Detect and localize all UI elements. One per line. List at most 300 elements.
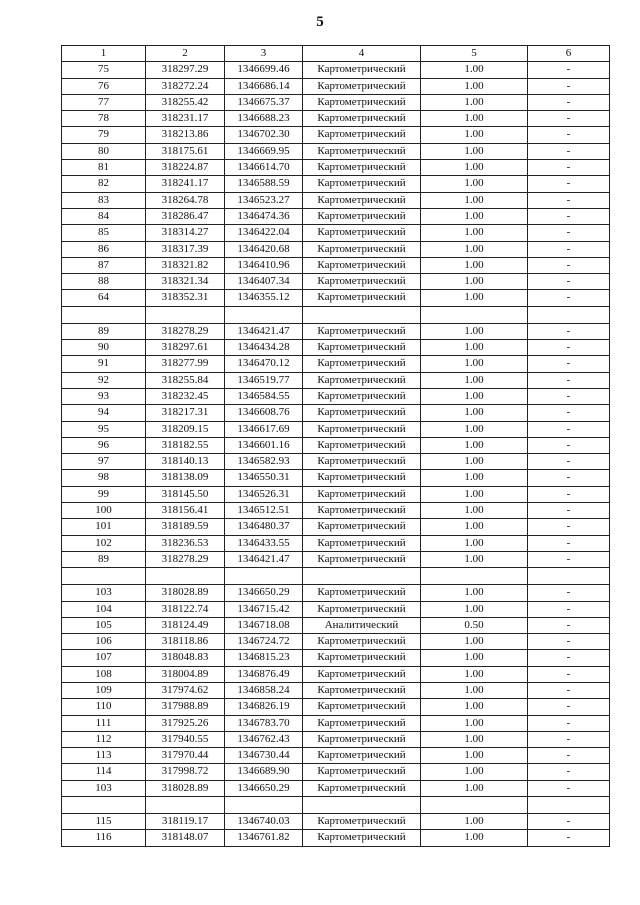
- x-coordinate-cell: 318255.42: [146, 94, 225, 110]
- table-row: [62, 323, 610, 339]
- note-cell: -: [528, 323, 610, 339]
- x-coordinate-cell: 318236.53: [146, 535, 225, 551]
- point-number-cell: 109: [62, 682, 146, 698]
- y-coordinate-cell: 1346650.29: [225, 585, 303, 601]
- x-coordinate-cell: 318277.99: [146, 356, 225, 372]
- x-coordinate-cell: 318124.49: [146, 617, 225, 633]
- y-coordinate-cell: 1346675.37: [225, 94, 303, 110]
- table-row: [62, 814, 610, 830]
- note-cell: -: [528, 666, 610, 682]
- table-row: [62, 241, 610, 257]
- accuracy-cell: 1.00: [421, 323, 528, 339]
- table-row: [62, 356, 610, 372]
- method-cell: Картометрический: [303, 454, 421, 470]
- point-number-cell: 85: [62, 225, 146, 241]
- note-cell: -: [528, 94, 610, 110]
- y-coordinate-cell: 1346608.76: [225, 405, 303, 421]
- method-cell: Картометрический: [303, 176, 421, 192]
- method-cell: Картометрический: [303, 94, 421, 110]
- x-coordinate-cell: 318272.24: [146, 78, 225, 94]
- method-cell: Картометрический: [303, 814, 421, 830]
- accuracy-cell: 1.00: [421, 780, 528, 796]
- note-cell: -: [528, 274, 610, 290]
- method-cell: Картометрический: [303, 666, 421, 682]
- table-row: [62, 437, 610, 453]
- x-coordinate-cell: 318352.31: [146, 290, 225, 306]
- accuracy-cell: 1.00: [421, 225, 528, 241]
- x-coordinate-cell: 318148.07: [146, 830, 225, 846]
- accuracy-cell: 1.00: [421, 731, 528, 747]
- y-coordinate-cell: 1346614.70: [225, 160, 303, 176]
- point-number-cell: 99: [62, 486, 146, 502]
- note-cell: -: [528, 225, 610, 241]
- table-row: [62, 650, 610, 666]
- y-coordinate-cell: 1346523.27: [225, 192, 303, 208]
- y-coordinate-cell: 1346761.82: [225, 830, 303, 846]
- point-number-cell: 94: [62, 405, 146, 421]
- y-coordinate-cell: 1346470.12: [225, 356, 303, 372]
- method-cell: Картометрический: [303, 241, 421, 257]
- accuracy-cell: 1.00: [421, 650, 528, 666]
- note-cell: -: [528, 682, 610, 698]
- note-cell: -: [528, 290, 610, 306]
- page-number: 5: [316, 14, 324, 30]
- empty-cell: [303, 797, 421, 814]
- point-number-cell: 81: [62, 160, 146, 176]
- y-coordinate-cell: 1346582.93: [225, 454, 303, 470]
- empty-cell: [421, 568, 528, 585]
- y-coordinate-cell: 1346355.12: [225, 290, 303, 306]
- x-coordinate-cell: 318048.83: [146, 650, 225, 666]
- table-row: [62, 486, 610, 502]
- x-coordinate-cell: 318241.17: [146, 176, 225, 192]
- point-number-cell: 100: [62, 503, 146, 519]
- y-coordinate-cell: 1346730.44: [225, 748, 303, 764]
- x-coordinate-cell: 318209.15: [146, 421, 225, 437]
- x-coordinate-cell: 318140.13: [146, 454, 225, 470]
- note-cell: -: [528, 421, 610, 437]
- method-cell: Картометрический: [303, 372, 421, 388]
- empty-cell: [421, 306, 528, 323]
- empty-cell: [421, 797, 528, 814]
- x-coordinate-cell: 318224.87: [146, 160, 225, 176]
- point-number-cell: 86: [62, 241, 146, 257]
- accuracy-cell: 1.00: [421, 551, 528, 567]
- accuracy-cell: 1.00: [421, 372, 528, 388]
- point-number-cell: 110: [62, 699, 146, 715]
- method-cell: Картометрический: [303, 421, 421, 437]
- accuracy-cell: 1.00: [421, 405, 528, 421]
- x-coordinate-cell: 318175.61: [146, 143, 225, 159]
- method-cell: Картометрический: [303, 405, 421, 421]
- accuracy-cell: 1.00: [421, 666, 528, 682]
- y-coordinate-cell: 1346421.47: [225, 323, 303, 339]
- empty-cell: [225, 797, 303, 814]
- accuracy-cell: 1.00: [421, 62, 528, 78]
- note-cell: -: [528, 486, 610, 502]
- x-coordinate-cell: 318028.89: [146, 780, 225, 796]
- table-row: [62, 585, 610, 601]
- table-row: [62, 176, 610, 192]
- y-coordinate-cell: 1346688.23: [225, 111, 303, 127]
- method-cell: Картометрический: [303, 780, 421, 796]
- table-row: [62, 143, 610, 159]
- method-cell: Картометрический: [303, 585, 421, 601]
- y-coordinate-cell: 1346702.30: [225, 127, 303, 143]
- table-row: [62, 699, 610, 715]
- y-coordinate-cell: 1346858.24: [225, 682, 303, 698]
- note-cell: -: [528, 551, 610, 567]
- x-coordinate-cell: 318004.89: [146, 666, 225, 682]
- column-header: 5: [421, 46, 528, 62]
- column-header: 3: [225, 46, 303, 62]
- empty-cell: [62, 568, 146, 585]
- y-coordinate-cell: 1346876.49: [225, 666, 303, 682]
- accuracy-cell: 1.00: [421, 290, 528, 306]
- method-cell: Картометрический: [303, 650, 421, 666]
- x-coordinate-cell: 318255.84: [146, 372, 225, 388]
- point-number-cell: 84: [62, 208, 146, 224]
- empty-cell: [528, 797, 610, 814]
- accuracy-cell: 1.00: [421, 208, 528, 224]
- column-header: 2: [146, 46, 225, 62]
- note-cell: -: [528, 356, 610, 372]
- coordinates-table: [61, 45, 610, 847]
- note-cell: -: [528, 650, 610, 666]
- point-number-cell: 98: [62, 470, 146, 486]
- method-cell: Картометрический: [303, 356, 421, 372]
- table-row: [62, 454, 610, 470]
- x-coordinate-cell: 318119.17: [146, 814, 225, 830]
- y-coordinate-cell: 1346550.31: [225, 470, 303, 486]
- y-coordinate-cell: 1346699.46: [225, 62, 303, 78]
- table-row: [62, 340, 610, 356]
- table-row: [62, 127, 610, 143]
- accuracy-cell: 1.00: [421, 454, 528, 470]
- note-cell: -: [528, 454, 610, 470]
- note-cell: -: [528, 340, 610, 356]
- point-number-cell: 92: [62, 372, 146, 388]
- point-number-cell: 111: [62, 715, 146, 731]
- table-row: [62, 535, 610, 551]
- accuracy-cell: 1.00: [421, 388, 528, 404]
- point-number-cell: 88: [62, 274, 146, 290]
- table-header-row: [62, 46, 610, 62]
- point-number-cell: 95: [62, 421, 146, 437]
- x-coordinate-cell: 317974.62: [146, 682, 225, 698]
- note-cell: -: [528, 764, 610, 780]
- method-cell: Картометрический: [303, 486, 421, 502]
- y-coordinate-cell: 1346433.55: [225, 535, 303, 551]
- group-separator-row: [62, 797, 610, 814]
- empty-cell: [62, 306, 146, 323]
- empty-cell: [225, 568, 303, 585]
- y-coordinate-cell: 1346434.28: [225, 340, 303, 356]
- y-coordinate-cell: 1346420.68: [225, 241, 303, 257]
- x-coordinate-cell: 317970.44: [146, 748, 225, 764]
- method-cell: Картометрический: [303, 208, 421, 224]
- note-cell: -: [528, 127, 610, 143]
- point-number-cell: 104: [62, 601, 146, 617]
- accuracy-cell: 1.00: [421, 192, 528, 208]
- x-coordinate-cell: 318321.82: [146, 257, 225, 273]
- y-coordinate-cell: 1346480.37: [225, 519, 303, 535]
- point-number-cell: 108: [62, 666, 146, 682]
- y-coordinate-cell: 1346669.95: [225, 143, 303, 159]
- note-cell: -: [528, 437, 610, 453]
- note-cell: -: [528, 388, 610, 404]
- table-row: [62, 519, 610, 535]
- x-coordinate-cell: 318118.86: [146, 634, 225, 650]
- method-cell: Картометрический: [303, 830, 421, 846]
- method-cell: Аналитический: [303, 617, 421, 633]
- note-cell: -: [528, 731, 610, 747]
- point-number-cell: 102: [62, 535, 146, 551]
- table-row: [62, 780, 610, 796]
- x-coordinate-cell: 318297.61: [146, 340, 225, 356]
- note-cell: -: [528, 62, 610, 78]
- x-coordinate-cell: 318213.86: [146, 127, 225, 143]
- method-cell: Картометрический: [303, 274, 421, 290]
- point-number-cell: 79: [62, 127, 146, 143]
- point-number-cell: 115: [62, 814, 146, 830]
- method-cell: Картометрический: [303, 340, 421, 356]
- point-number-cell: 89: [62, 323, 146, 339]
- note-cell: -: [528, 699, 610, 715]
- point-number-cell: 97: [62, 454, 146, 470]
- table-body: [62, 62, 610, 846]
- point-number-cell: 112: [62, 731, 146, 747]
- note-cell: -: [528, 748, 610, 764]
- accuracy-cell: 1.00: [421, 486, 528, 502]
- table-row: [62, 731, 610, 747]
- x-coordinate-cell: 317988.89: [146, 699, 225, 715]
- x-coordinate-cell: 318138.09: [146, 470, 225, 486]
- table-row: [62, 551, 610, 567]
- table-row: [62, 160, 610, 176]
- accuracy-cell: 1.00: [421, 356, 528, 372]
- accuracy-cell: 1.00: [421, 94, 528, 110]
- y-coordinate-cell: 1346718.08: [225, 617, 303, 633]
- point-number-cell: 107: [62, 650, 146, 666]
- accuracy-cell: 1.00: [421, 634, 528, 650]
- point-number-cell: 114: [62, 764, 146, 780]
- y-coordinate-cell: 1346410.96: [225, 257, 303, 273]
- x-coordinate-cell: 317925.26: [146, 715, 225, 731]
- x-coordinate-cell: 318217.31: [146, 405, 225, 421]
- x-coordinate-cell: 317998.72: [146, 764, 225, 780]
- x-coordinate-cell: 318231.17: [146, 111, 225, 127]
- method-cell: Картометрический: [303, 748, 421, 764]
- accuracy-cell: 1.00: [421, 601, 528, 617]
- table-row: [62, 503, 610, 519]
- y-coordinate-cell: 1346826.19: [225, 699, 303, 715]
- point-number-cell: 64: [62, 290, 146, 306]
- note-cell: -: [528, 535, 610, 551]
- method-cell: Картометрический: [303, 143, 421, 159]
- x-coordinate-cell: 318297.29: [146, 62, 225, 78]
- table-row: [62, 94, 610, 110]
- accuracy-cell: 1.00: [421, 585, 528, 601]
- accuracy-cell: 1.00: [421, 830, 528, 846]
- note-cell: -: [528, 160, 610, 176]
- y-coordinate-cell: 1346715.42: [225, 601, 303, 617]
- y-coordinate-cell: 1346815.23: [225, 650, 303, 666]
- point-number-cell: 82: [62, 176, 146, 192]
- accuracy-cell: 1.00: [421, 127, 528, 143]
- point-number-cell: 91: [62, 356, 146, 372]
- x-coordinate-cell: 318278.29: [146, 323, 225, 339]
- accuracy-cell: 1.00: [421, 143, 528, 159]
- column-header: 6: [528, 46, 610, 62]
- accuracy-cell: 1.00: [421, 699, 528, 715]
- x-coordinate-cell: 318122.74: [146, 601, 225, 617]
- y-coordinate-cell: 1346422.04: [225, 225, 303, 241]
- group-separator-row: [62, 306, 610, 323]
- method-cell: Картометрический: [303, 634, 421, 650]
- table-row: [62, 372, 610, 388]
- accuracy-cell: 0.50: [421, 617, 528, 633]
- table-row: [62, 208, 610, 224]
- point-number-cell: 106: [62, 634, 146, 650]
- method-cell: Картометрический: [303, 257, 421, 273]
- note-cell: -: [528, 780, 610, 796]
- note-cell: -: [528, 241, 610, 257]
- table-row: [62, 748, 610, 764]
- accuracy-cell: 1.00: [421, 421, 528, 437]
- note-cell: -: [528, 192, 610, 208]
- table-row: [62, 617, 610, 633]
- method-cell: Картометрический: [303, 78, 421, 94]
- note-cell: -: [528, 208, 610, 224]
- note-cell: -: [528, 585, 610, 601]
- table-row: [62, 764, 610, 780]
- accuracy-cell: 1.00: [421, 257, 528, 273]
- point-number-cell: 96: [62, 437, 146, 453]
- method-cell: Картометрический: [303, 323, 421, 339]
- y-coordinate-cell: 1346601.16: [225, 437, 303, 453]
- point-number-cell: 103: [62, 585, 146, 601]
- note-cell: -: [528, 715, 610, 731]
- empty-cell: [528, 306, 610, 323]
- accuracy-cell: 1.00: [421, 274, 528, 290]
- point-number-cell: 77: [62, 94, 146, 110]
- note-cell: -: [528, 814, 610, 830]
- y-coordinate-cell: 1346740.03: [225, 814, 303, 830]
- table-row: [62, 274, 610, 290]
- note-cell: -: [528, 617, 610, 633]
- accuracy-cell: 1.00: [421, 503, 528, 519]
- accuracy-cell: 1.00: [421, 111, 528, 127]
- method-cell: Картометрический: [303, 127, 421, 143]
- note-cell: -: [528, 519, 610, 535]
- x-coordinate-cell: 318321.34: [146, 274, 225, 290]
- x-coordinate-cell: 318264.78: [146, 192, 225, 208]
- table-row: [62, 405, 610, 421]
- point-number-cell: 105: [62, 617, 146, 633]
- method-cell: Картометрический: [303, 682, 421, 698]
- x-coordinate-cell: 317940.55: [146, 731, 225, 747]
- y-coordinate-cell: 1346512.51: [225, 503, 303, 519]
- x-coordinate-cell: 318145.50: [146, 486, 225, 502]
- table-row: [62, 257, 610, 273]
- method-cell: Картометрический: [303, 290, 421, 306]
- method-cell: Картометрический: [303, 62, 421, 78]
- method-cell: Картометрический: [303, 225, 421, 241]
- point-number-cell: 76: [62, 78, 146, 94]
- table-row: [62, 388, 610, 404]
- note-cell: -: [528, 830, 610, 846]
- empty-cell: [303, 306, 421, 323]
- x-coordinate-cell: 318317.39: [146, 241, 225, 257]
- table-row: [62, 601, 610, 617]
- table-row: [62, 715, 610, 731]
- point-number-cell: 75: [62, 62, 146, 78]
- point-number-cell: 78: [62, 111, 146, 127]
- x-coordinate-cell: 318156.41: [146, 503, 225, 519]
- method-cell: Картометрический: [303, 601, 421, 617]
- accuracy-cell: 1.00: [421, 470, 528, 486]
- table-row: [62, 290, 610, 306]
- y-coordinate-cell: 1346474.36: [225, 208, 303, 224]
- note-cell: -: [528, 78, 610, 94]
- note-cell: -: [528, 470, 610, 486]
- empty-cell: [62, 797, 146, 814]
- note-cell: -: [528, 143, 610, 159]
- y-coordinate-cell: 1346783.70: [225, 715, 303, 731]
- note-cell: -: [528, 257, 610, 273]
- accuracy-cell: 1.00: [421, 682, 528, 698]
- accuracy-cell: 1.00: [421, 241, 528, 257]
- x-coordinate-cell: 318182.55: [146, 437, 225, 453]
- note-cell: -: [528, 176, 610, 192]
- note-cell: -: [528, 372, 610, 388]
- x-coordinate-cell: 318028.89: [146, 585, 225, 601]
- method-cell: Картометрический: [303, 111, 421, 127]
- table-row: [62, 682, 610, 698]
- accuracy-cell: 1.00: [421, 437, 528, 453]
- column-header: 1: [62, 46, 146, 62]
- note-cell: -: [528, 111, 610, 127]
- accuracy-cell: 1.00: [421, 176, 528, 192]
- method-cell: Картометрический: [303, 519, 421, 535]
- table-row: [62, 78, 610, 94]
- y-coordinate-cell: 1346526.31: [225, 486, 303, 502]
- accuracy-cell: 1.00: [421, 535, 528, 551]
- method-cell: Картометрический: [303, 764, 421, 780]
- empty-cell: [146, 568, 225, 585]
- table-row: [62, 666, 610, 682]
- column-header: 4: [303, 46, 421, 62]
- accuracy-cell: 1.00: [421, 715, 528, 731]
- x-coordinate-cell: 318189.59: [146, 519, 225, 535]
- method-cell: Картометрический: [303, 551, 421, 567]
- method-cell: Картометрический: [303, 470, 421, 486]
- point-number-cell: 116: [62, 830, 146, 846]
- accuracy-cell: 1.00: [421, 748, 528, 764]
- table-row: [62, 111, 610, 127]
- accuracy-cell: 1.00: [421, 160, 528, 176]
- x-coordinate-cell: 318314.27: [146, 225, 225, 241]
- y-coordinate-cell: 1346689.90: [225, 764, 303, 780]
- method-cell: Картометрический: [303, 437, 421, 453]
- y-coordinate-cell: 1346724.72: [225, 634, 303, 650]
- method-cell: Картометрический: [303, 535, 421, 551]
- x-coordinate-cell: 318286.47: [146, 208, 225, 224]
- empty-cell: [146, 797, 225, 814]
- method-cell: Картометрический: [303, 503, 421, 519]
- empty-cell: [303, 568, 421, 585]
